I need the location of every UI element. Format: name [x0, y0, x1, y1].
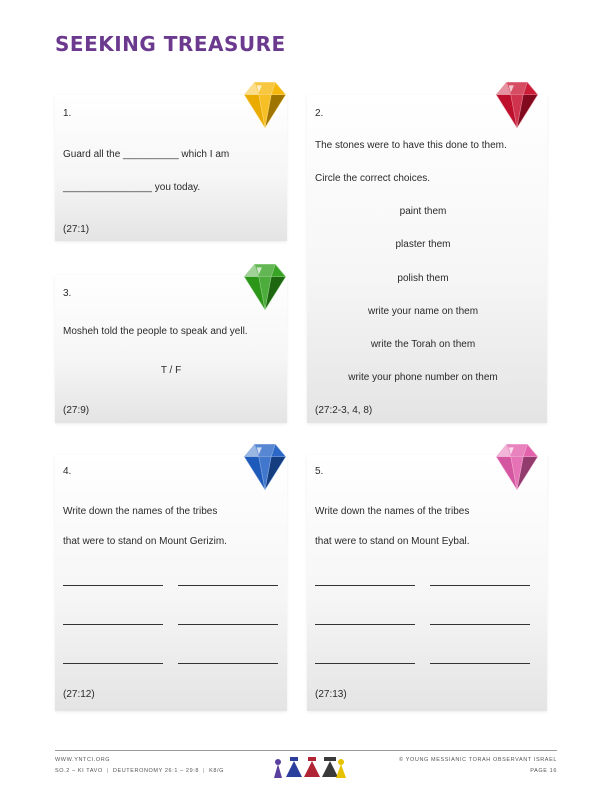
question-number: 2.	[315, 108, 324, 119]
footer-info: SO.2 – KI TAVO | DEUTERONOMY 26:1 – 29:8 | K8/G	[55, 768, 224, 774]
footer-page-number: PAGE 16	[530, 768, 557, 774]
question-text: Mosheh told the people to speak and yell.	[63, 326, 248, 337]
true-false-answer[interactable]: T / F	[160, 365, 182, 376]
footer-grade: K8/G	[209, 768, 224, 774]
answer-line[interactable]	[178, 585, 278, 586]
answer-line[interactable]	[63, 624, 163, 625]
answer-line[interactable]	[63, 585, 163, 586]
green-gem-icon	[234, 254, 296, 316]
footer-website[interactable]: WWW.YNTCI.ORG	[55, 757, 111, 763]
question-text: Guard all the __________ which I am	[63, 149, 230, 160]
scripture-reference: (27:1)	[63, 224, 90, 235]
question-text: Write down the names of the tribes	[315, 506, 470, 517]
question-number: 3.	[63, 288, 72, 299]
scripture-reference: (27:2-3, 4, 8)	[315, 405, 373, 416]
page-title: SEEKING TREASURE	[55, 32, 286, 56]
answer-choice[interactable]: write your phone number on them	[348, 372, 498, 383]
answer-choice[interactable]: polish them	[397, 273, 449, 284]
footer-scripture: DEUTERONOMY 26:1 – 29:8	[112, 768, 200, 774]
answer-line[interactable]	[178, 624, 278, 625]
organization-logo	[268, 754, 348, 780]
blue-gem-icon	[234, 434, 296, 496]
red-gem-icon	[486, 72, 548, 134]
answer-line[interactable]	[430, 624, 530, 625]
pink-gem-icon	[486, 434, 548, 496]
question-number: 5.	[315, 466, 324, 477]
question-text: The stones were to have this done to them.	[315, 140, 507, 151]
answer-line[interactable]	[178, 663, 278, 664]
answer-line[interactable]	[315, 624, 415, 625]
question-text: that were to stand on Mount Eybal.	[315, 536, 470, 547]
scripture-reference: (27:9)	[63, 405, 90, 416]
answer-choice[interactable]: write your name on them	[367, 306, 479, 317]
answer-choice[interactable]: plaster them	[395, 239, 451, 250]
answer-choice[interactable]: paint them	[399, 206, 447, 217]
question-text: Circle the correct choices.	[315, 173, 431, 184]
footer-divider	[55, 750, 557, 751]
question-text: ________________ you today.	[63, 182, 201, 193]
answer-line[interactable]	[430, 585, 530, 586]
question-text: Write down the names of the tribes	[63, 506, 218, 517]
question-card-2	[307, 95, 547, 423]
yellow-gem-icon	[234, 72, 296, 134]
answer-line[interactable]	[430, 663, 530, 664]
answer-line[interactable]	[315, 663, 415, 664]
question-text: that were to stand on Mount Gerizim.	[63, 536, 227, 547]
answer-line[interactable]	[63, 663, 163, 664]
scripture-reference: (27:12)	[63, 689, 95, 700]
footer-copyright: © YOUNG MESSIANIC TORAH OBSERVANT ISRAEL	[399, 757, 557, 763]
answer-choice[interactable]: write the Torah on them	[370, 339, 476, 350]
question-number: 4.	[63, 466, 72, 477]
footer-portion: SO.2 – KI TAVO	[55, 768, 103, 774]
scripture-reference: (27:13)	[315, 689, 347, 700]
answer-line[interactable]	[315, 585, 415, 586]
question-number: 1.	[63, 108, 72, 119]
